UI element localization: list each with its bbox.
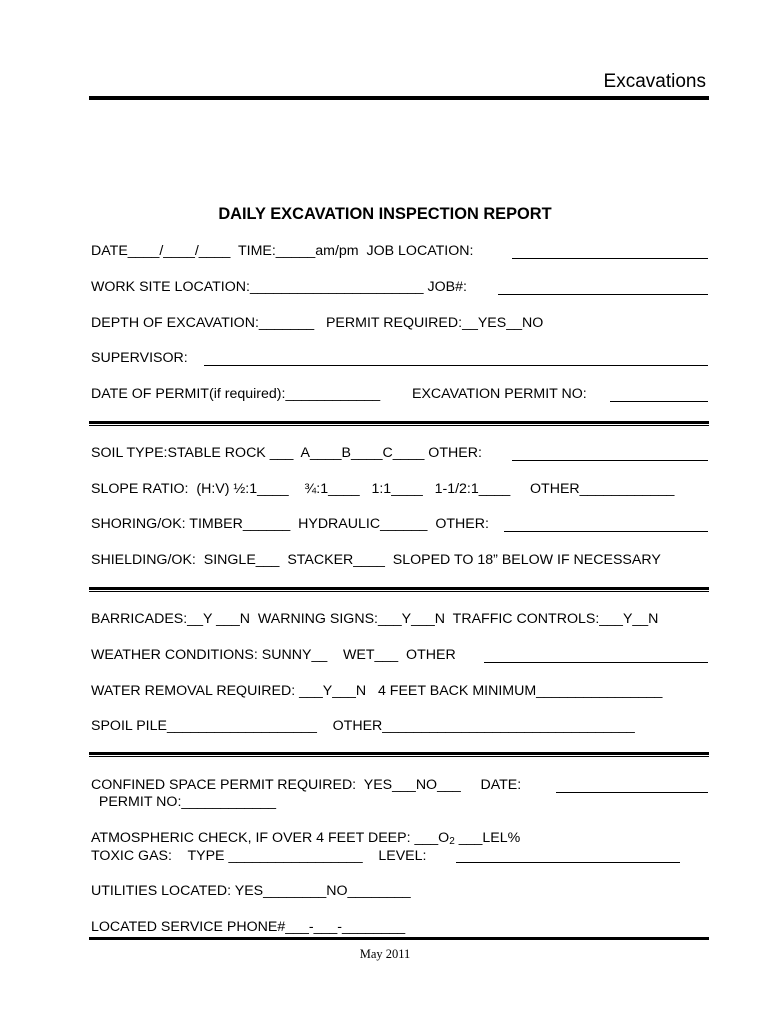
water-removal-row: WATER REMOVAL REQUIRED: ___Y___N 4 FEET BACK MINIMUM________________ bbox=[91, 683, 663, 699]
permit-no-row: PERMIT NO:____________ bbox=[91, 794, 277, 810]
job-number-field[interactable] bbox=[498, 294, 708, 295]
excavation-permit-label: EXCAVATION PERMIT NO: bbox=[412, 386, 587, 402]
toxic-gas-level-field[interactable] bbox=[456, 862, 680, 863]
weather-other-field[interactable] bbox=[484, 662, 708, 663]
lel-text: ___LEL% bbox=[454, 830, 521, 846]
header-rule bbox=[89, 96, 709, 100]
weather-row: WEATHER CONDITIONS: SUNNY__ WET___ OTHER bbox=[91, 647, 456, 663]
o2-subscript: 2 bbox=[449, 836, 455, 847]
supervisor-row: SUPERVISOR: bbox=[91, 350, 188, 366]
section-divider bbox=[89, 587, 709, 592]
footer-date: May 2011 bbox=[359, 947, 411, 961]
barricades-row: BARRICADES:__Y ___N WARNING SIGNS:___Y___N TRAFFIC CONTROLS:___Y__N bbox=[91, 611, 659, 627]
job-location-field[interactable] bbox=[512, 258, 708, 259]
utilities-row: UTILITIES LOCATED: YES________NO________ bbox=[91, 883, 411, 899]
confined-space-row: CONFINED SPACE PERMIT REQUIRED: YES___NO___ DATE: bbox=[91, 777, 522, 793]
toxic-gas-row: TOXIC GAS: TYPE _________________ LEVEL: bbox=[91, 848, 427, 864]
soil-other-field[interactable] bbox=[512, 460, 708, 461]
date-of-permit-row: DATE OF PERMIT(if required):____________ bbox=[91, 386, 381, 402]
confined-date-field[interactable] bbox=[556, 792, 708, 793]
soil-type-row: SOIL TYPE:STABLE ROCK ___ A____B____C____ OTHER: bbox=[91, 445, 482, 461]
footer-rule bbox=[89, 937, 709, 940]
work-site-row: WORK SITE LOCATION:______________________ JOB#: bbox=[91, 279, 467, 295]
report-title: DAILY EXCAVATION INSPECTION REPORT bbox=[218, 205, 552, 223]
date-time-location-row: DATE____/____/____ TIME:_____am/pm JOB LOCATION: bbox=[91, 243, 474, 259]
supervisor-field[interactable] bbox=[204, 365, 708, 366]
excavation-permit-field[interactable] bbox=[610, 401, 708, 402]
spoil-pile-row: SPOIL PILE___________________ OTHER________________________________ bbox=[91, 718, 635, 734]
shoring-other-field[interactable] bbox=[504, 531, 708, 532]
service-phone-row: LOCATED SERVICE PHONE#___-___-________ bbox=[91, 919, 406, 935]
shielding-row: SHIELDING/OK: SINGLE___ STACKER____ SLOPED TO 18” BELOW IF NECESSARY bbox=[91, 552, 661, 568]
atmospheric-check-row bbox=[91, 830, 520, 850]
depth-permit-row: DEPTH OF EXCAVATION:_______ PERMIT REQUIRED:__YES__NO bbox=[91, 315, 544, 331]
page-header-title: Excavations bbox=[603, 71, 706, 92]
atmospheric-check-text: ATMOSPHERIC CHECK, IF OVER 4 FEET DEEP: ___O bbox=[91, 830, 450, 846]
section-divider bbox=[89, 752, 709, 757]
shoring-row: SHORING/OK: TIMBER______ HYDRAULIC______ OTHER: bbox=[91, 516, 489, 532]
section-divider bbox=[89, 421, 709, 426]
slope-ratio-row: SLOPE RATIO: (H:V) ½:1____ ¾:1____ 1:1____ 1-1/2:1____ OTHER____________ bbox=[91, 481, 675, 497]
